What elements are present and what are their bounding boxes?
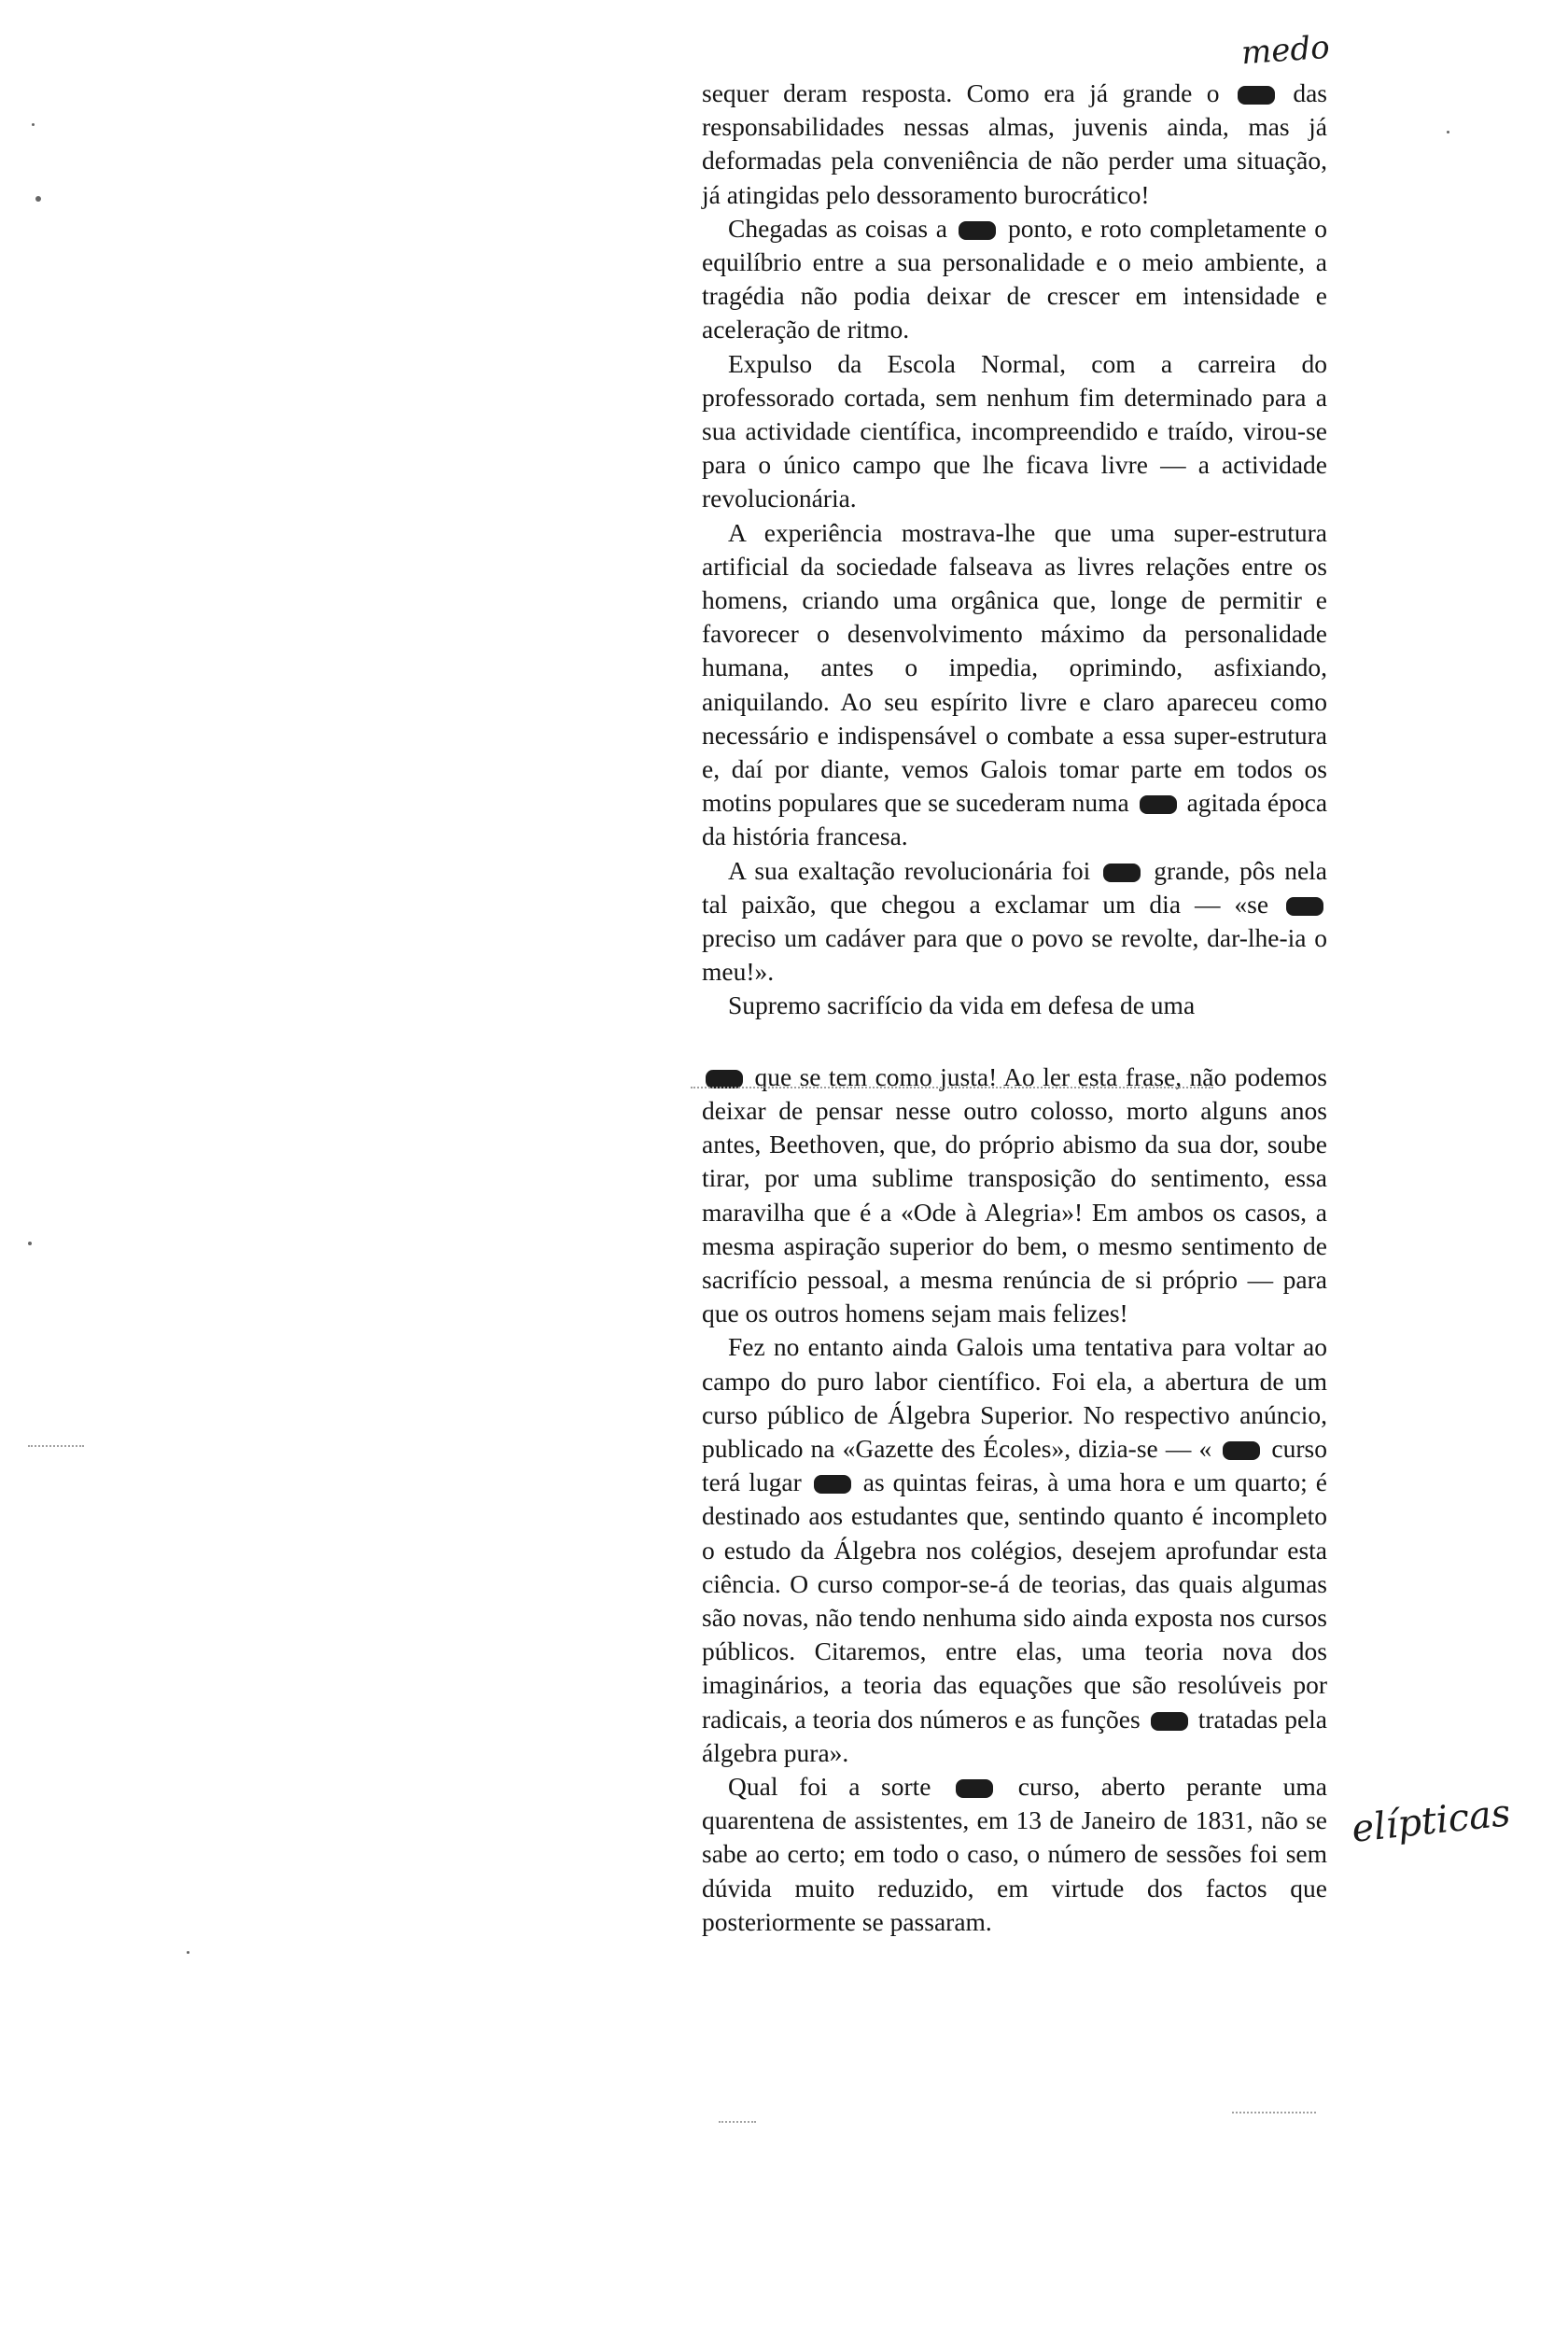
handwritten-note-right: elípticas xyxy=(1350,1791,1513,1851)
paragraph-8 xyxy=(702,1330,1327,1770)
struck-word-blot xyxy=(1238,86,1275,105)
struck-word-blot xyxy=(956,1779,993,1798)
paragraph-text: sequer deram resposta. Como era já grande o xyxy=(702,78,1220,107)
paragraph-3: Expulso da Escola Normal, com a carreira do professorado cortada, sem nenhum fim determinado para a sua actividade científica, incompreendido e traído, virou-se para o único campo que lhe ficava livre — a actividade revolucionária. xyxy=(702,348,1327,513)
paragraph-text: das responsabilidades nessas almas, juvenis ainda, mas já deformadas pela conveniência de não perder uma situação, já atingidas pelo dessoramento burocrático! xyxy=(702,78,1328,209)
struck-word-blot xyxy=(1223,1441,1260,1460)
scan-speck xyxy=(187,1951,189,1954)
paragraph-1 xyxy=(702,77,1327,212)
paragraph-text: A sua exaltação revolucionária foi xyxy=(728,855,1091,885)
paragraph-text: A experiência mostrava-lhe que uma super-estrutura artificial da sociedade falseava as livres relações entre os homens, criando uma orgânica que, longe de permitir e favorecer o desenvolvimento máximo da personalidade humana, antes o impedia, oprimindo, asfixiando, aniquilando. Ao seu espírito livre e claro apareceu como necessário e indispensável o combate a essa super-estrutura e, daí por diante, vemos Galois tomar parte em todos os motins populares que se sucederam numa xyxy=(702,517,1327,818)
struck-word-blot xyxy=(1140,795,1177,814)
paragraph-9 xyxy=(702,1770,1327,1939)
paragraph-text: Qual foi a sorte xyxy=(728,1771,931,1801)
paragraph-7 xyxy=(702,1060,1327,1331)
paragraph-text: Fez no entanto ainda Galois uma tentativa para voltar ao campo do puro labor científico. Foi ela, a abertura de um curso público de Álgebra Superior. No respectivo anúncio, publicado na «Gazette des Écoles», dizia-se — « xyxy=(702,1332,1327,1463)
handwritten-note-top: medo xyxy=(1239,28,1331,73)
struck-word-blot xyxy=(1286,897,1323,916)
scan-speck xyxy=(32,123,35,126)
paragraph-text: as quintas feiras, à uma hora e um quarto; é destinado aos estudantes que, sentindo quanto é incompleto o estudo da Álgebra nos colégios, desejem aprofundar esta ciência. O curso compor-se-á de teorias, das quais algumas são novas, não tendo nenhuma sido ainda exposta nos cursos públicos. Citaremos, entre elas, uma teoria nova dos imaginários, a teoria das equações que são resolúveis por radicais, a teoria dos números e as funções xyxy=(702,1467,1328,1734)
paragraph-6: Supremo sacrifício da vida em defesa de uma xyxy=(728,990,1196,1020)
struck-word-blot xyxy=(1151,1712,1188,1731)
paragraph-text: que se tem como justa! Ao ler esta frase, não podemos deixar de pensar nesse outro colosso, morto alguns anos antes, Beethoven, que, do próprio abismo da sua dor, soube tirar, por uma sublime transposição do sentimento, essa maravilha que é a «Ode à Alegria»! Em ambos os casos, a mesma aspiração superior do bem, o mesmo sentimento de sacrifício pessoal, a mesma renúncia de si próprio — para que os outros homens sejam mais felizes! xyxy=(702,1061,1327,1328)
scan-speck xyxy=(28,1242,32,1245)
paragraph-4 xyxy=(702,516,1327,854)
struck-word-blot xyxy=(959,221,996,240)
paragraph-text: curso, aberto perante uma quarentena de assistentes, em 13 de Janeiro de 1831, não se sabe ao certo; em todo o caso, o número de sessões foi sem dúvida muito reduzido, em virtude dos factos que posteriormente se passaram. xyxy=(702,1771,1328,1936)
scan-dot-line xyxy=(28,1445,84,1448)
paragraph-text: ponto, e roto completamente o equilíbrio entre a sua personalidade e o meio ambiente, a tragédia não podia deixar de crescer em intensidade e aceleração de ritmo. xyxy=(702,213,1328,344)
struck-word-blot xyxy=(814,1475,851,1494)
paragraph-text: agitada época da história francesa. xyxy=(702,788,1328,851)
scan-dot-line xyxy=(691,1087,1213,1089)
scan-speck xyxy=(35,196,41,202)
body-text xyxy=(702,77,1327,1939)
scan-speck xyxy=(1447,131,1449,133)
struck-word-blot xyxy=(706,1070,743,1088)
paragraph-text: Chegadas as coisas a xyxy=(728,213,947,243)
paragraph-text: tratadas pela álgebra pura». xyxy=(702,1704,1328,1767)
scan-dot-line xyxy=(719,2121,756,2124)
paragraph-text: grande, pôs nela tal paixão, que chegou a exclamar um dia — «se xyxy=(702,855,1327,919)
paragraph-text: curso terá lugar xyxy=(702,1433,1327,1497)
paragraph-text: preciso um cadáver para que o povo se revolte, dar-lhe-ia o meu!». xyxy=(702,923,1327,987)
paragraph-5 xyxy=(702,854,1327,990)
paragraph-2 xyxy=(702,212,1327,347)
struck-word-blot xyxy=(1103,864,1141,882)
scan-dot-line xyxy=(1232,2112,1316,2114)
